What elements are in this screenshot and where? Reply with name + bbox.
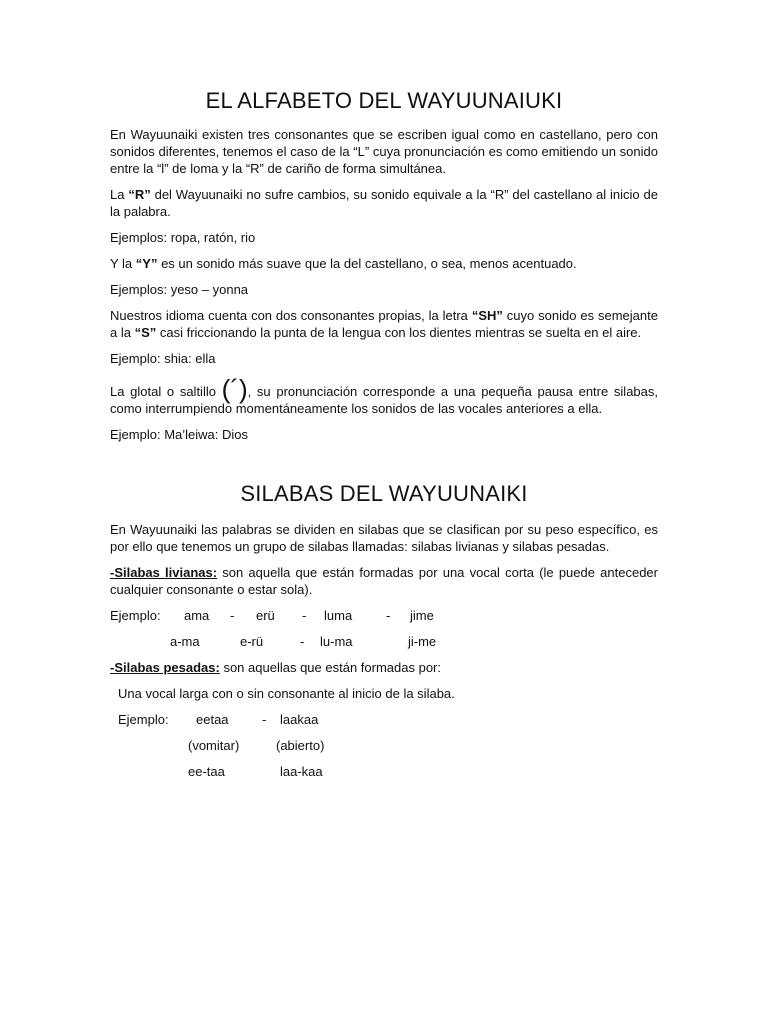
separator-dash: - — [262, 712, 267, 727]
word-jime: jime — [410, 608, 434, 623]
syllables-eru: e-rü — [240, 634, 264, 649]
separator-dash: - — [386, 608, 391, 623]
pesadas-example-row-2 — [110, 737, 658, 754]
sh-letter: “SH” — [471, 308, 503, 323]
sh-example: Ejemplo: shia: ella — [110, 351, 216, 366]
syllables-eetaa: ee-taa — [188, 764, 225, 779]
glotal-example: Ejemplo: Ma’leiwa: Dios — [110, 427, 248, 442]
word-eetaa: eetaa — [196, 712, 229, 727]
syllables-laakaa: laa-kaa — [280, 764, 323, 779]
r-post-text: del Wayuunaiki no sufre cambios, su sonido equivale a la “R” del castellano al inicio de la palabra. — [110, 187, 658, 219]
pesadas-paragraph — [110, 659, 658, 676]
sh-paragraph — [110, 307, 658, 341]
livianas-label: Silabas livianas: — [114, 565, 218, 580]
syllables-jime: ji-me — [408, 634, 437, 649]
livianas-dash: - — [110, 565, 115, 580]
pesadas-example-row-1 — [110, 711, 658, 728]
section-title-silabas: SILABAS DEL WAYUUNAIKI — [240, 481, 528, 506]
livianas-paragraph — [110, 564, 658, 598]
sh-pre-text: Nuestros idioma cuenta con dos consonantes propias, la letra — [110, 308, 472, 323]
r-letter: “R” — [128, 187, 151, 202]
example-label: Ejemplo: — [110, 608, 161, 623]
livianas-text: son aquella que están formadas por una vocal corta (le puede anteceder cualquier consonante o estar sola). — [110, 565, 658, 597]
y-post-text: es un sonido más suave que la del castellano, o sea, menos acentuado. — [157, 256, 577, 271]
sh-post-text: casi friccionando la punta de la lengua con los dientes mientras se suelta en el aire. — [156, 325, 642, 340]
word-laakaa: laakaa — [280, 712, 319, 727]
word-ama: ama — [184, 608, 210, 623]
glotal-paragraph — [110, 374, 658, 417]
separator-dash: - — [300, 634, 305, 649]
pesadas-description: Una vocal larga con o sin consonante al inicio de la silaba. — [118, 686, 455, 701]
glotal-mark: (´) — [221, 374, 248, 404]
silabas-intro: En Wayuunaiki las palabras se dividen en silabas que se clasifican por su peso específico, es por ello que tenemos un grupo de silabas llamadas: silabas livianas y silabas pesadas. — [110, 522, 658, 554]
r-paragraph — [110, 186, 658, 220]
glotal-post-text: , su pronunciación corresponde a una pequeña pausa entre silabas, como interrumpiendo momentáneamente los sonidos de las vocales anteriores a ella. — [110, 384, 658, 416]
meaning-vomitar: (vomitar) — [188, 738, 240, 753]
livianas-example-row-1 — [110, 607, 658, 624]
r-pre-text: La — [110, 187, 129, 202]
syllables-luma: lu-ma — [320, 634, 353, 649]
word-luma: luma — [324, 608, 353, 623]
separator-dash: - — [230, 608, 235, 623]
meaning-abierto: (abierto) — [276, 738, 325, 753]
example-label: Ejemplo: — [118, 712, 169, 727]
y-letter: “Y” — [135, 256, 158, 271]
pesadas-text: son aquellas que están formadas por: — [219, 660, 441, 675]
pesadas-example-row-3 — [110, 763, 658, 780]
alfabeto-intro: En Wayuunaiki existen tres consonantes que se escriben igual como en castellano, pero con sonidos diferentes, tenemos el caso de la “L” cuya pronunciación es como emitiendo un sonido entre la “l” de loma y la “R” de cariño de forma simultánea. — [110, 127, 658, 176]
syllables-ama: a-ma — [170, 634, 200, 649]
pesadas-dash: - — [110, 660, 115, 675]
r-examples: Ejemplos: ropa, ratón, rio — [110, 230, 256, 245]
word-eru: erü — [256, 608, 275, 623]
y-examples: Ejemplos: yeso – yonna — [110, 282, 249, 297]
separator-dash: - — [302, 608, 307, 623]
sh-mid-text: cuyo sonido es semejante a la — [110, 308, 658, 340]
section-title-alfabeto: EL ALFABETO DEL WAYUUNAIUKI — [205, 88, 563, 113]
y-paragraph — [110, 255, 658, 272]
s-letter: “S” — [134, 325, 157, 340]
y-pre-text: Y la — [110, 256, 136, 271]
glotal-pre-text: La glotal o saltillo — [110, 384, 222, 399]
pesadas-label: Silabas pesadas: — [114, 660, 220, 675]
livianas-example-row-2 — [110, 633, 658, 650]
